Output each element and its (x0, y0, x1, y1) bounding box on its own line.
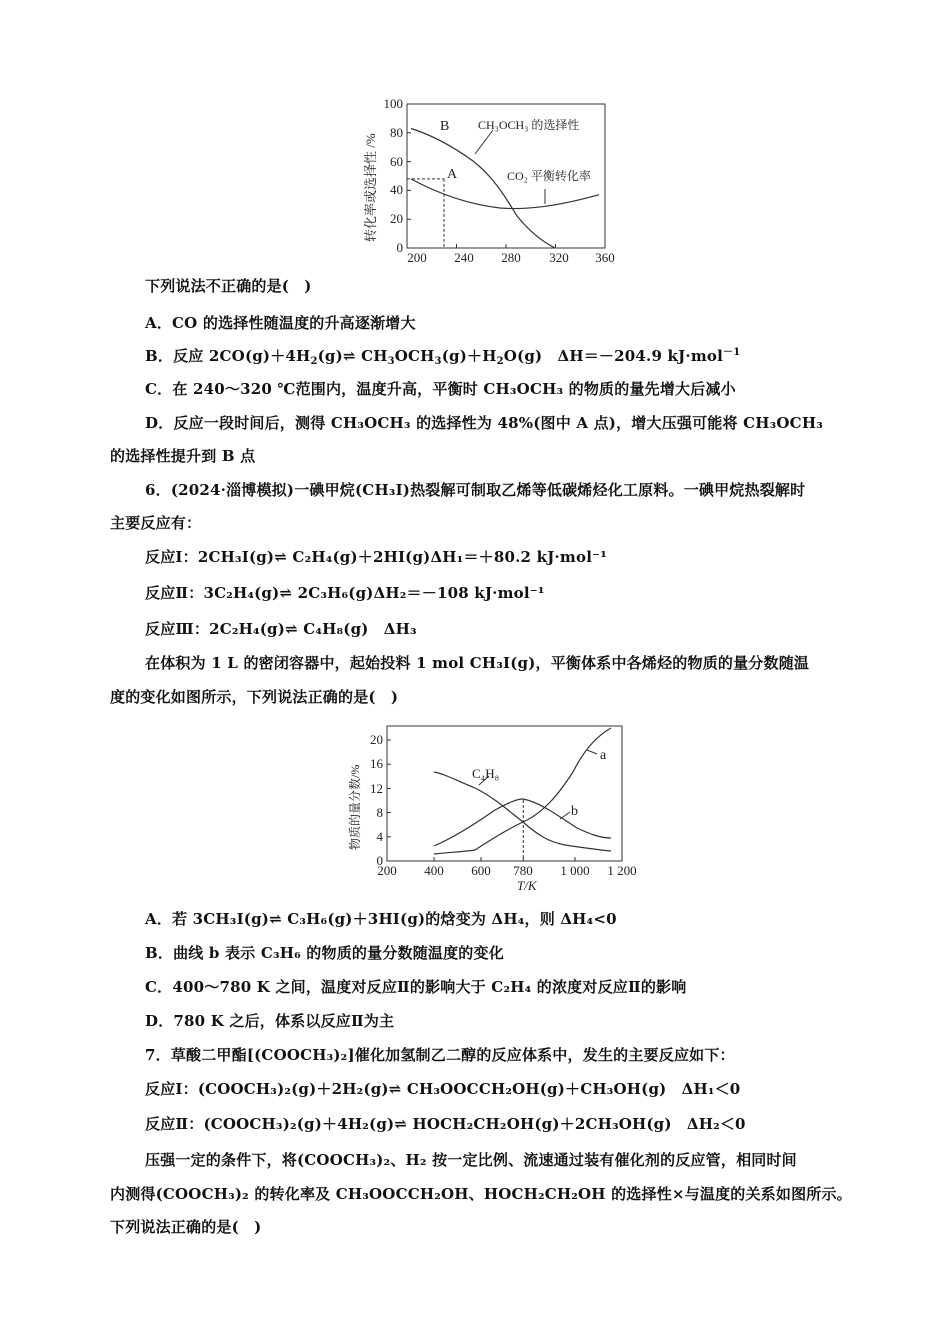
curve-co2-conversion (411, 179, 599, 209)
q6-para-line1: 在体积为 1 L 的密闭容器中，起始投料 1 mol CH₃I(g)，平衡体系中各烯烃的物质的量分数随温 (145, 654, 810, 672)
leader-line (560, 812, 570, 819)
series-label-c4h8: C₄H₈ (472, 766, 500, 781)
q5-stem: 下列说法不正确的是( ) (145, 277, 312, 295)
y-tick: 0 (396, 240, 403, 255)
q7-stem: 7．草酸二甲酯[(COOCH₃)₂]催化加氢制乙二醇的反应体系中，发生的主要反应如下： (145, 1046, 735, 1064)
series-label-b: b (571, 804, 578, 819)
y-tick: 20 (370, 732, 383, 747)
curve-ch3och3-selectivity (411, 129, 555, 249)
x-tick: 360 (595, 250, 615, 265)
q7-para-line3: 下列说法正确的是( ) (110, 1218, 262, 1236)
point-b-label: B (440, 119, 450, 134)
q6-stem-line2: 主要反应有： (110, 514, 202, 532)
y-tick: 40 (390, 182, 403, 197)
chart-olefin-fraction (345, 722, 635, 897)
leader-line (587, 750, 597, 754)
x-tick: 200 (377, 863, 397, 878)
series-label-co2: CO₂ 平衡转化率 (507, 169, 591, 183)
q5-option-d-line2: 的选择性提升到 B 点 (110, 447, 256, 465)
y-tick: 100 (383, 96, 403, 111)
x-tick: 780 (513, 863, 533, 878)
series-label-a: a (600, 748, 607, 763)
q6-option-b: B．曲线 b 表示 C₃H₆ 的物质的量分数随温度的变化 (145, 944, 504, 962)
x-tick: 200 (407, 250, 427, 265)
q5-option-c: C．在 240～320 ℃范围内，温度升高，平衡时 CH₃OCH₃ 的物质的量先增大后减小 (145, 380, 736, 398)
q6-option-a: A．若 3CH₃I(g)⇌ C₃H₆(g)＋3HI(g)的焓变为 ΔH₄，则 ΔH₄<0 (145, 910, 617, 928)
q6-stem-line1: 6．(2024·淄博模拟)一碘甲烷(CH₃I)热裂解可制取乙烯等低碳烯烃化工原料。一碘甲烷热裂解时 (145, 481, 806, 499)
q6-reaction-2: 反应Ⅱ：3C₂H₄(g)⇌ 2C₃H₆(g)ΔH₂＝－108 kJ·mol⁻¹ (145, 584, 545, 602)
q5-option-b: B．反应 $2CO(g)+4H_2(g)\rightleftharpoons$ $CH_3OCH_3(g)+H_2O(g)$ ΔH＝－204.9 kJ·mol$^{-1}$ (145, 347, 741, 367)
curve-c4h8 (434, 772, 611, 851)
q6-reaction-1: 反应Ⅰ：2CH₃I(g)⇌ C₂H₄(g)＋2HI(g)ΔH₁＝＋80.2 kJ·mol⁻¹ (145, 548, 607, 566)
q6-para-line2: 度的变化如图所示，下列说法正确的是( ) (110, 688, 399, 706)
q6-option-d: D．780 K 之后，体系以反应Ⅱ为主 (145, 1012, 395, 1030)
x-axis-label: T/K (517, 878, 537, 893)
q7-para-line2: 内测得(COOCH₃)₂ 的转化率及 CH₃OOCCH₂OH、HOCH₂CH₂OH 的选择性×与温度的关系如图所示。 (110, 1185, 852, 1203)
x-tick: 400 (424, 863, 444, 878)
x-tick: 1 200 (607, 863, 637, 878)
q7-para-line1: 压强一定的条件下，将(COOCH₃)₂、H₂ 按一定比例、流速通过装有催化剂的反应管，相同时间 (145, 1151, 797, 1169)
plot-frame (387, 726, 622, 861)
q7-reaction-2: 反应Ⅱ：(COOCH₃)₂(g)＋4H₂(g)⇌ HOCH₂CH₂OH(g)＋2CH₃OH(g) ΔH₂＜0 (145, 1115, 746, 1133)
y-tick: 80 (390, 125, 403, 140)
curve-a (434, 728, 611, 854)
series-label-ch3och3: CH₃OCH₃ 的选择性 (478, 118, 580, 132)
q6-reaction-3: 反应Ⅲ：2C₂H₄(g)⇌ C₄H₈(g) ΔH₃ (145, 620, 417, 638)
y-tick: 20 (390, 211, 403, 226)
x-tick: 240 (454, 250, 474, 265)
y-tick: 60 (390, 154, 403, 169)
x-tick: 1 000 (560, 863, 590, 878)
y-tick: 4 (376, 829, 383, 844)
y-tick: 16 (370, 756, 383, 771)
y-tick: 8 (376, 805, 383, 820)
y-axis-label: 物质的量分数/% (348, 764, 362, 850)
q5-option-a: A．CO 的选择性随温度的升高逐渐增大 (145, 314, 416, 332)
chart-selectivity-conversion (355, 92, 635, 267)
q7-reaction-1: 反应Ⅰ：(COOCH₃)₂(g)＋2H₂(g)⇌ CH₃OOCCH₂OH(g)＋CH₃OH(g) ΔH₁＜0 (145, 1080, 741, 1098)
y-tick: 12 (370, 781, 383, 796)
x-tick: 600 (471, 863, 491, 878)
x-tick: 320 (549, 250, 569, 265)
x-tick: 280 (501, 250, 521, 265)
y-axis-label: 转化率或选择性 /% (363, 133, 378, 242)
y-tick: 0 (376, 853, 383, 868)
leader-line (475, 130, 493, 154)
q5-option-d-line1: D．反应一段时间后，测得 CH₃OCH₃ 的选择性为 48%(图中 A 点)，增大压强可能将 CH₃OCH₃ (145, 414, 823, 432)
q6-option-c: C．400～780 K 之间，温度对反应Ⅱ的影响大于 C₂H₄ 的浓度对反应Ⅱ的影响 (145, 978, 687, 996)
point-a-label: A (447, 167, 458, 182)
